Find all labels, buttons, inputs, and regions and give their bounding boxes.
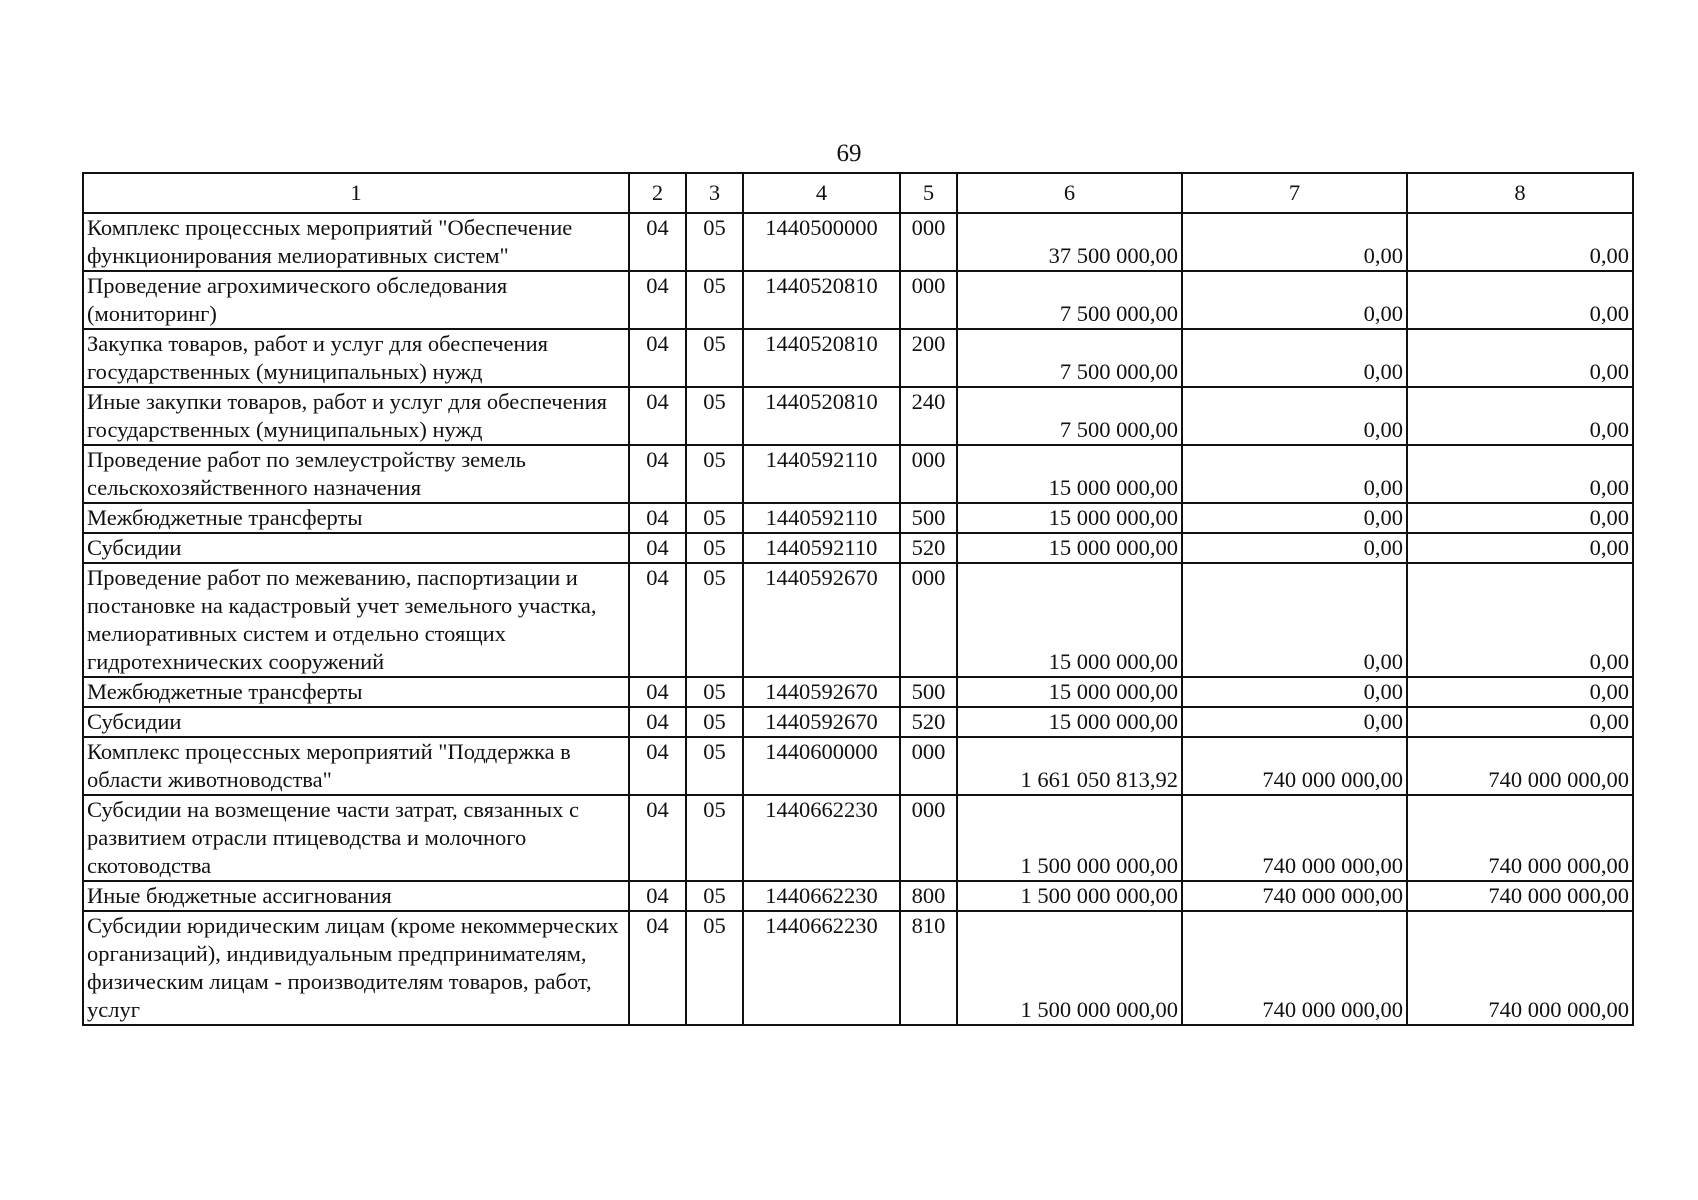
section-code: 04	[629, 213, 686, 271]
amount-col-6: 15 000 000,00	[957, 533, 1182, 563]
amount-col-8: 0,00	[1407, 677, 1633, 707]
table-row	[83, 563, 1633, 677]
amount-col-8: 0,00	[1407, 533, 1633, 563]
subsection-code: 05	[686, 387, 743, 445]
table-row	[83, 795, 1633, 881]
row-name: Субсидии на возмещение части затрат, связанных с развитием отрасли птицеводства и молочного скотоводства	[83, 795, 629, 881]
amount-col-7: 0,00	[1182, 503, 1407, 533]
section-code: 04	[629, 329, 686, 387]
amount-col-7: 0,00	[1182, 213, 1407, 271]
amount-col-8: 740 000 000,00	[1407, 881, 1633, 911]
amount-col-7: 0,00	[1182, 329, 1407, 387]
section-code: 04	[629, 707, 686, 737]
amount-col-8: 0,00	[1407, 271, 1633, 329]
section-code: 04	[629, 271, 686, 329]
amount-col-6: 7 500 000,00	[957, 387, 1182, 445]
target-article-code: 1440520810	[743, 329, 900, 387]
expense-type-code: 500	[900, 677, 957, 707]
table-row	[83, 911, 1633, 1025]
section-code: 04	[629, 503, 686, 533]
subsection-code: 05	[686, 563, 743, 677]
amount-col-7: 0,00	[1182, 445, 1407, 503]
table-row	[83, 329, 1633, 387]
amount-col-8: 0,00	[1407, 329, 1633, 387]
subsection-code: 05	[686, 503, 743, 533]
subsection-code: 05	[686, 329, 743, 387]
amount-col-8: 0,00	[1407, 445, 1633, 503]
subsection-code: 05	[686, 911, 743, 1025]
subsection-code: 05	[686, 533, 743, 563]
table-header	[83, 173, 1633, 213]
row-name: Межбюджетные трансферты	[83, 503, 629, 533]
subsection-code: 05	[686, 677, 743, 707]
column-header: 3	[686, 173, 743, 213]
amount-col-8: 0,00	[1407, 213, 1633, 271]
table-row	[83, 445, 1633, 503]
amount-col-7: 740 000 000,00	[1182, 795, 1407, 881]
expense-type-code: 200	[900, 329, 957, 387]
budget-table	[82, 172, 1634, 1026]
row-name: Иные закупки товаров, работ и услуг для обеспечения государственных (муниципальных) нужд	[83, 387, 629, 445]
table-row	[83, 271, 1633, 329]
section-code: 04	[629, 533, 686, 563]
row-name: Проведение работ по землеустройству земель сельскохозяйственного назначения	[83, 445, 629, 503]
row-name: Комплекс процессных мероприятий "Обеспечение функционирования мелиоративных систем"	[83, 213, 629, 271]
amount-col-7: 0,00	[1182, 387, 1407, 445]
table-row	[83, 677, 1633, 707]
table-row	[83, 503, 1633, 533]
subsection-code: 05	[686, 707, 743, 737]
amount-col-7: 0,00	[1182, 707, 1407, 737]
amount-col-6: 15 000 000,00	[957, 707, 1182, 737]
target-article-code: 1440662230	[743, 911, 900, 1025]
expense-type-code: 000	[900, 563, 957, 677]
subsection-code: 05	[686, 737, 743, 795]
amount-col-6: 1 500 000 000,00	[957, 911, 1182, 1025]
subsection-code: 05	[686, 445, 743, 503]
amount-col-8: 0,00	[1407, 563, 1633, 677]
amount-col-6: 1 500 000 000,00	[957, 795, 1182, 881]
section-code: 04	[629, 911, 686, 1025]
section-code: 04	[629, 387, 686, 445]
section-code: 04	[629, 677, 686, 707]
amount-col-7: 0,00	[1182, 677, 1407, 707]
amount-col-8: 740 000 000,00	[1407, 795, 1633, 881]
amount-col-6: 37 500 000,00	[957, 213, 1182, 271]
expense-type-code: 000	[900, 271, 957, 329]
table-row	[83, 881, 1633, 911]
amount-col-7: 740 000 000,00	[1182, 881, 1407, 911]
row-name: Субсидии юридическим лицам (кроме некоммерческих организаций), индивидуальным предпринимателям, физическим лицам - производителям товаров, работ, услуг	[83, 911, 629, 1025]
target-article-code: 1440592670	[743, 707, 900, 737]
section-code: 04	[629, 563, 686, 677]
row-name: Субсидии	[83, 533, 629, 563]
row-name: Проведение агрохимического обследования (мониторинг)	[83, 271, 629, 329]
target-article-code: 1440600000	[743, 737, 900, 795]
column-header: 7	[1182, 173, 1407, 213]
amount-col-6: 15 000 000,00	[957, 445, 1182, 503]
amount-col-6: 1 661 050 813,92	[957, 737, 1182, 795]
column-header: 6	[957, 173, 1182, 213]
row-name: Межбюджетные трансферты	[83, 677, 629, 707]
amount-col-7: 0,00	[1182, 563, 1407, 677]
amount-col-8: 0,00	[1407, 707, 1633, 737]
target-article-code: 1440500000	[743, 213, 900, 271]
expense-type-code: 000	[900, 737, 957, 795]
column-header: 2	[629, 173, 686, 213]
target-article-code: 1440592110	[743, 533, 900, 563]
subsection-code: 05	[686, 795, 743, 881]
expense-type-code: 000	[900, 445, 957, 503]
amount-col-6: 7 500 000,00	[957, 271, 1182, 329]
table-row	[83, 387, 1633, 445]
section-code: 04	[629, 881, 686, 911]
expense-type-code: 520	[900, 533, 957, 563]
amount-col-6: 15 000 000,00	[957, 503, 1182, 533]
row-name: Комплекс процессных мероприятий "Поддержка в области животноводства"	[83, 737, 629, 795]
amount-col-6: 7 500 000,00	[957, 329, 1182, 387]
table-row	[83, 533, 1633, 563]
target-article-code: 1440520810	[743, 271, 900, 329]
subsection-code: 05	[686, 213, 743, 271]
amount-col-6: 15 000 000,00	[957, 677, 1182, 707]
amount-col-7: 0,00	[1182, 533, 1407, 563]
section-code: 04	[629, 737, 686, 795]
table-row	[83, 707, 1633, 737]
row-name: Субсидии	[83, 707, 629, 737]
table-row	[83, 213, 1633, 271]
target-article-code: 1440592110	[743, 503, 900, 533]
subsection-code: 05	[686, 271, 743, 329]
expense-type-code: 240	[900, 387, 957, 445]
amount-col-8: 740 000 000,00	[1407, 737, 1633, 795]
amount-col-8: 0,00	[1407, 387, 1633, 445]
expense-type-code: 800	[900, 881, 957, 911]
page-number: 69	[836, 140, 862, 167]
table-row	[83, 737, 1633, 795]
expense-type-code: 000	[900, 213, 957, 271]
section-code: 04	[629, 445, 686, 503]
expense-type-code: 810	[900, 911, 957, 1025]
target-article-code: 1440592670	[743, 563, 900, 677]
target-article-code: 1440662230	[743, 881, 900, 911]
target-article-code: 1440662230	[743, 795, 900, 881]
amount-col-7: 740 000 000,00	[1182, 737, 1407, 795]
target-article-code: 1440520810	[743, 387, 900, 445]
column-header: 1	[83, 173, 629, 213]
amount-col-7: 0,00	[1182, 271, 1407, 329]
header-row	[83, 173, 1633, 213]
amount-col-8: 740 000 000,00	[1407, 911, 1633, 1025]
column-header: 5	[900, 173, 957, 213]
subsection-code: 05	[686, 881, 743, 911]
table-body	[83, 213, 1633, 1025]
column-header: 8	[1407, 173, 1633, 213]
row-name: Закупка товаров, работ и услуг для обеспечения государственных (муниципальных) нужд	[83, 329, 629, 387]
column-header: 4	[743, 173, 900, 213]
amount-col-6: 15 000 000,00	[957, 563, 1182, 677]
expense-type-code: 520	[900, 707, 957, 737]
target-article-code: 1440592110	[743, 445, 900, 503]
amount-col-8: 0,00	[1407, 503, 1633, 533]
target-article-code: 1440592670	[743, 677, 900, 707]
section-code: 04	[629, 795, 686, 881]
amount-col-7: 740 000 000,00	[1182, 911, 1407, 1025]
expense-type-code: 000	[900, 795, 957, 881]
row-name: Иные бюджетные ассигнования	[83, 881, 629, 911]
expense-type-code: 500	[900, 503, 957, 533]
row-name: Проведение работ по межеванию, паспортизации и постановке на кадастровый учет земельного участка, мелиоративных систем и отдельно стоящих гидротехнических сооружений	[83, 563, 629, 677]
amount-col-6: 1 500 000 000,00	[957, 881, 1182, 911]
